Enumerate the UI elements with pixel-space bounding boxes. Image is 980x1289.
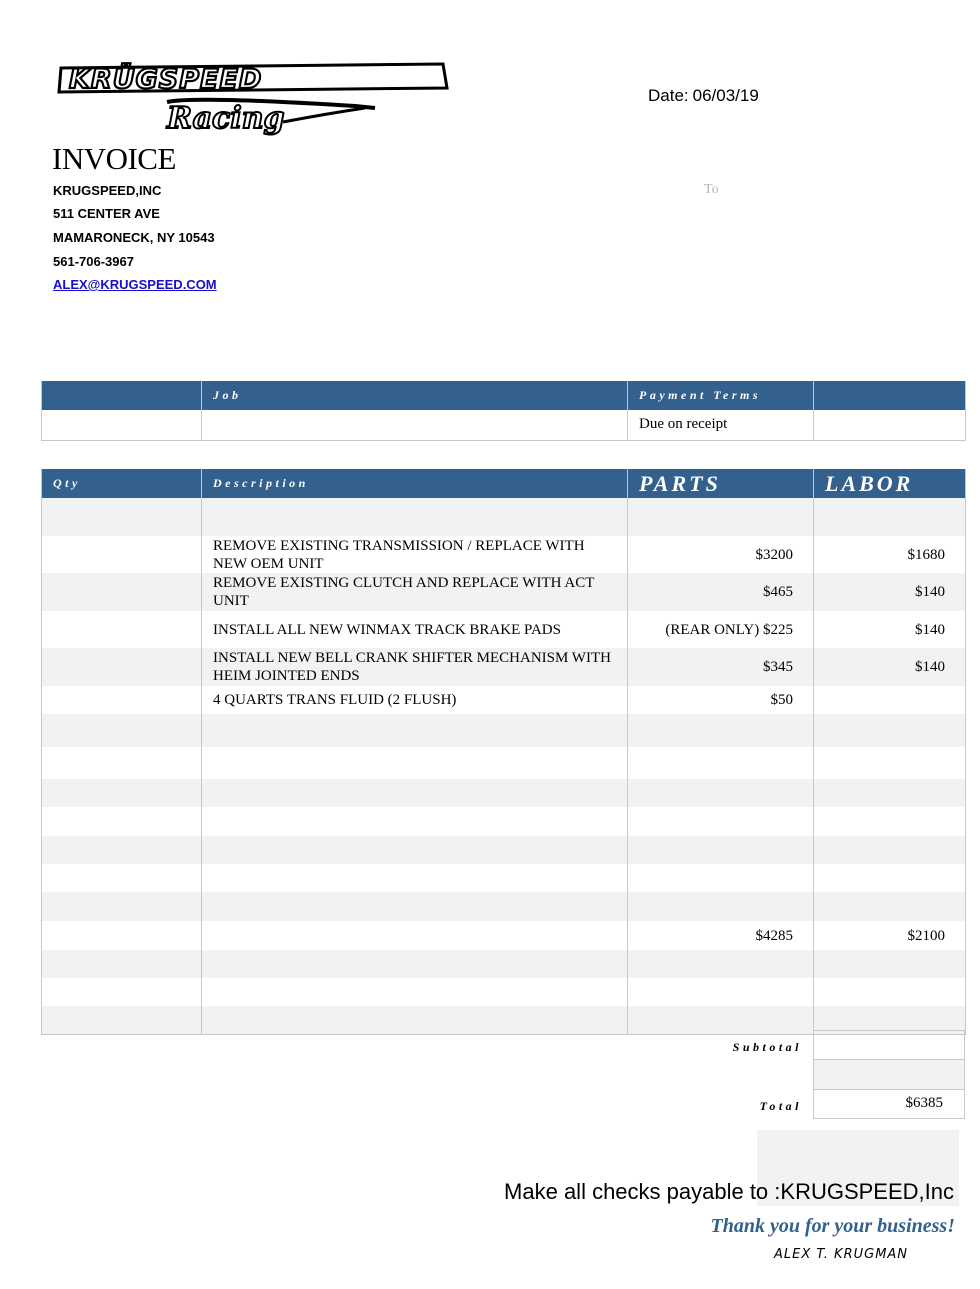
- table-row: [42, 686, 966, 714]
- table-row: [42, 498, 966, 536]
- job-table-row: [42, 410, 966, 440]
- date-label: Date:: [648, 86, 689, 105]
- table-row: [42, 836, 966, 864]
- description-cell: [202, 978, 628, 1006]
- labor-cell: [814, 807, 966, 836]
- subtotal-label: Subtotal: [732, 1040, 802, 1054]
- description-cell: [202, 864, 628, 892]
- parts-cell: $4285: [628, 921, 814, 950]
- qty-cell: [42, 978, 202, 1006]
- description-cell: [202, 1006, 628, 1034]
- signer-name: ALEX T. KRUGMAN: [774, 1247, 909, 1262]
- qty-cell: [42, 747, 202, 779]
- table-row: [42, 921, 966, 950]
- table-row: [42, 714, 966, 747]
- line-items-table: [41, 469, 966, 1035]
- description-cell: [202, 714, 628, 747]
- table-row: [42, 747, 966, 779]
- items-table-header: [42, 469, 966, 498]
- parts-cell: $50: [628, 686, 814, 714]
- qty-cell: [42, 498, 202, 536]
- company-email-link[interactable]: ALEX@KRUGSPEED.COM: [53, 277, 217, 292]
- parts-cell: [628, 950, 814, 978]
- logo-brand-top: [59, 62, 447, 95]
- qty-cell: [42, 536, 202, 573]
- payment-terms-cell: Due on receipt: [628, 410, 814, 440]
- parts-header: PARTS: [628, 469, 814, 498]
- labor-cell: [814, 892, 966, 921]
- subtotal-value: [813, 1030, 965, 1060]
- page-title: INVOICE: [52, 141, 176, 176]
- date-value: 06/03/19: [692, 86, 759, 105]
- parts-cell: [628, 836, 814, 864]
- total-value: $6385: [813, 1090, 965, 1119]
- parts-cell: $465: [628, 573, 814, 611]
- job-cell: [202, 410, 628, 440]
- qty-cell: [42, 648, 202, 686]
- labor-cell: $140: [814, 611, 966, 648]
- parts-cell: [628, 1006, 814, 1034]
- job-header: Job: [202, 381, 628, 410]
- logo-brand-script: [166, 100, 375, 136]
- job-table-header: [42, 381, 966, 410]
- labor-cell: $140: [814, 648, 966, 686]
- labor-cell: [814, 864, 966, 892]
- payment-terms-header: Payment Terms: [628, 381, 814, 410]
- description-cell: INSTALL NEW BELL CRANK SHIFTER MECHANISM WITH HEIM JOINTED ENDS: [202, 648, 628, 686]
- table-row: [42, 779, 966, 807]
- total-label: Total: [759, 1099, 802, 1113]
- description-cell: [202, 747, 628, 779]
- table-row: [42, 950, 966, 978]
- parts-cell: [628, 779, 814, 807]
- table-row: [42, 648, 966, 686]
- job-cell-end: [814, 410, 966, 440]
- job-header-blank: [42, 381, 202, 410]
- description-cell: 4 QUARTS TRANS FLUID (2 FLUSH): [202, 686, 628, 714]
- labor-cell: [814, 950, 966, 978]
- job-terms-table: [41, 381, 966, 441]
- labor-header: LABOR: [814, 469, 966, 498]
- qty-header: Qty: [42, 469, 202, 498]
- table-row: [42, 573, 966, 611]
- subtotal-spacer-cell: [813, 1060, 965, 1090]
- invoice-date: [644, 86, 759, 106]
- parts-cell: (REAR ONLY) $225: [628, 611, 814, 648]
- labor-cell: [814, 978, 966, 1006]
- table-row: [42, 864, 966, 892]
- parts-cell: [628, 892, 814, 921]
- description-cell: [202, 836, 628, 864]
- thank-you-note: Thank you for your business!: [710, 1215, 955, 1237]
- qty-cell: [42, 864, 202, 892]
- description-cell: REMOVE EXISTING CLUTCH AND REPLACE WITH ACT UNIT: [202, 573, 628, 611]
- description-cell: INSTALL ALL NEW WINMAX TRACK BRAKE PADS: [202, 611, 628, 648]
- parts-cell: [628, 747, 814, 779]
- labor-cell: $1680: [814, 536, 966, 573]
- company-city: MAMARONECK, NY 10543: [53, 230, 215, 245]
- qty-cell: [42, 807, 202, 836]
- labor-cell: [814, 747, 966, 779]
- labor-cell: $140: [814, 573, 966, 611]
- description-cell: [202, 892, 628, 921]
- description-cell: [202, 779, 628, 807]
- svg-text:Racing: Racing: [167, 101, 285, 136]
- labor-cell: [814, 836, 966, 864]
- table-row: [42, 807, 966, 836]
- qty-cell: [42, 714, 202, 747]
- qty-cell: [42, 950, 202, 978]
- parts-cell: $3200: [628, 536, 814, 573]
- description-cell: [202, 807, 628, 836]
- parts-cell: [628, 807, 814, 836]
- company-phone: 561-706-3967: [53, 254, 134, 269]
- labor-cell: $2100: [814, 921, 966, 950]
- qty-cell: [42, 686, 202, 714]
- checks-payable-note: Make all checks payable to :KRUGSPEED,Inc: [504, 1179, 954, 1204]
- labor-cell: [814, 779, 966, 807]
- krugspeed-racing-logo: [55, 56, 450, 138]
- job-cell-blank: [42, 410, 202, 440]
- qty-cell: [42, 836, 202, 864]
- table-row: [42, 892, 966, 921]
- table-row: [42, 978, 966, 1006]
- labor-cell: [814, 498, 966, 536]
- qty-cell: [42, 1006, 202, 1034]
- svg-text:KRÜGSPEED: KRÜGSPEED: [69, 64, 263, 95]
- qty-cell: [42, 779, 202, 807]
- parts-cell: [628, 714, 814, 747]
- qty-cell: [42, 921, 202, 950]
- description-cell: [202, 950, 628, 978]
- company-name: KRUGSPEED,INC: [53, 183, 162, 198]
- description-cell: [202, 921, 628, 950]
- labor-cell: [814, 714, 966, 747]
- qty-cell: [42, 573, 202, 611]
- labor-cell: [814, 686, 966, 714]
- parts-cell: [628, 864, 814, 892]
- company-street: 511 CENTER AVE: [53, 206, 160, 221]
- parts-cell: $345: [628, 648, 814, 686]
- table-row: [42, 611, 966, 648]
- to-label: To: [704, 182, 719, 197]
- parts-cell: [628, 978, 814, 1006]
- qty-cell: [42, 611, 202, 648]
- job-header-end: [814, 381, 966, 410]
- parts-cell: [628, 498, 814, 536]
- table-row: [42, 536, 966, 573]
- description-cell: REMOVE EXISTING TRANSMISSION / REPLACE WITH NEW OEM UNIT: [202, 536, 628, 573]
- description-cell: [202, 498, 628, 536]
- qty-cell: [42, 892, 202, 921]
- description-header: Description: [202, 469, 628, 498]
